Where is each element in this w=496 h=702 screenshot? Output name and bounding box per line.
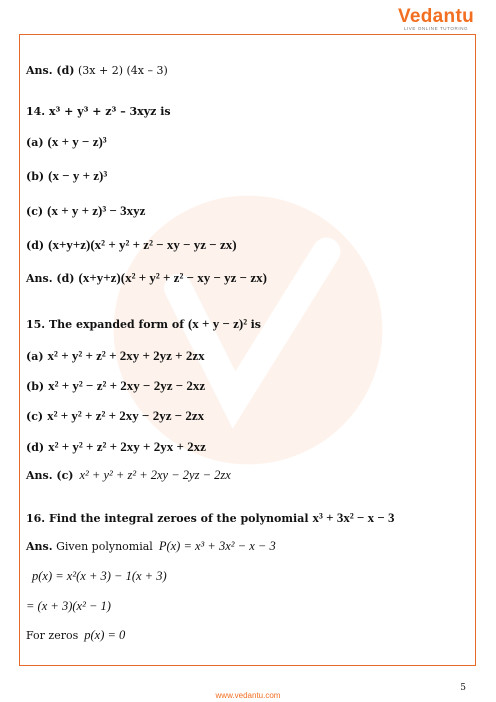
q14-answer: Ans. (d) (x+y+z)(x² + y² + z² − xy − yz − zx) — [26, 270, 267, 285]
q15-option-c: (c) x² + y² + z² + 2xy − 2yz − 2zx — [26, 408, 205, 423]
q16-answer: Ans. Given polynomial P(x) = x³ + 3x² − x − 3 — [26, 539, 276, 553]
footer-link[interactable]: www.vedantu.com — [215, 691, 281, 700]
q15-option-a: (a) x² + y² + z² + 2xy + 2yz + 2zx — [26, 348, 205, 363]
page-number: 5 — [460, 683, 466, 693]
q15-option-b: (b) x² + y² − z² + 2xy − 2yz − 2xz — [26, 378, 206, 393]
question-16: 16. Find the integral zeroes of the polynomial x³ + 3x² − x − 3 — [26, 510, 395, 525]
logo-tagline: LIVE ONLINE TUTORING — [403, 26, 469, 31]
q14-option-a: (a) (x + y − z)³ — [26, 134, 107, 149]
answer-13: Ans. (d) (3x + 2) (4x – 3) — [26, 64, 168, 77]
q16-step-2: = (x + 3)(x² − 1) — [26, 599, 111, 613]
q16-zeros: For zeros p(x) = 0 — [26, 628, 126, 642]
q14-option-d: (d) (x+y+z)(x² + y² + z² − xy − yz − zx) — [26, 237, 237, 252]
vedantu-logo[interactable] — [398, 6, 474, 31]
question-15: 15. The expanded form of (x + y − z)² is — [26, 316, 261, 331]
q14-option-b: (b) (x − y + z)³ — [26, 168, 108, 183]
q14-option-c: (c) (x + y + z)³ − 3xyz — [26, 203, 146, 218]
question-14: 14. x³ + y³ + z³ – 3xyz is — [26, 105, 171, 118]
q15-answer: Ans. (c) x² + y² + z² + 2xy − 2yz − 2zx — [26, 468, 231, 482]
q16-step-1: p(x) = x²(x + 3) − 1(x + 3) — [32, 569, 167, 583]
logo-wordmark: Vedantu — [397, 6, 474, 27]
q15-option-d: (d) x² + y² + z² + 2xy + 2yx + 2xz — [26, 439, 206, 454]
